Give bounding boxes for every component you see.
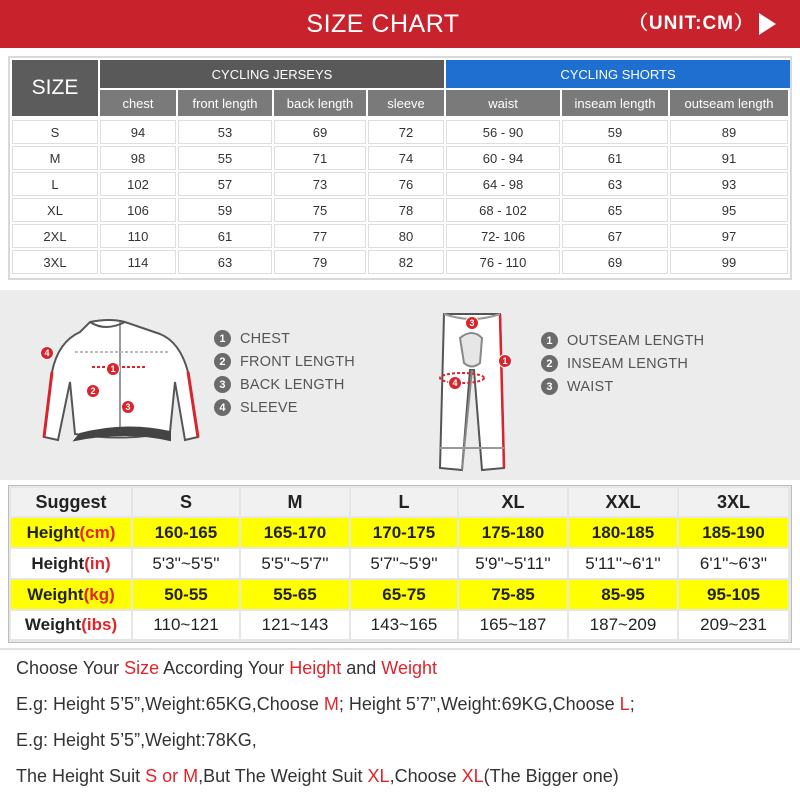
suggest-value-cell: 85-95 — [569, 580, 677, 609]
size-cell: 2XL — [12, 224, 98, 248]
legend-label: CHEST — [240, 330, 291, 347]
legend-number-icon: 2 — [541, 355, 558, 372]
row-label-text: Weight — [27, 584, 84, 604]
table-cell: 78 — [368, 198, 444, 222]
suggest-size-header: M — [241, 488, 349, 516]
suggest-value-cell: 165-170 — [241, 518, 349, 547]
table-cell: 74 — [368, 146, 444, 170]
cycling-pants-outline-icon — [432, 308, 512, 480]
table-cell: 99 — [670, 250, 788, 274]
table-cell: 80 — [368, 224, 444, 248]
text-segment: ,But The Weight Suit — [198, 766, 368, 786]
text-highlight: Size — [124, 658, 160, 678]
table-cell: 57 — [178, 172, 272, 196]
table-cell: 95 — [670, 198, 788, 222]
suggest-value-cell: 55-65 — [241, 580, 349, 609]
text-highlight: M — [323, 694, 339, 714]
table-cell: 60 - 94 — [446, 146, 560, 170]
marker-4-sleeve: 4 — [40, 346, 54, 360]
legend-item — [541, 355, 688, 372]
legend-label: WAIST — [567, 378, 614, 395]
table-cell: 72- 106 — [446, 224, 560, 248]
table-cell: 61 — [562, 146, 668, 170]
suggest-row-label — [11, 518, 131, 547]
table-cell: 69 — [274, 120, 366, 144]
table-cell: 59 — [178, 198, 272, 222]
table-cell: 68 - 102 — [446, 198, 560, 222]
table-cell: 89 — [670, 120, 788, 144]
suggest-value-cell: 5'7''~5'9'' — [351, 549, 457, 578]
table-cell: 82 — [368, 250, 444, 274]
row-label-unit: (ibs) — [81, 615, 118, 634]
suggest-value-cell: 121~143 — [241, 611, 349, 639]
suggest-value-cell: 180-185 — [569, 518, 677, 547]
text-highlight: L — [619, 694, 630, 714]
marker-4-pants-leg: 4 — [448, 376, 462, 390]
size-header: SIZE — [12, 60, 98, 116]
legend-item — [214, 330, 290, 347]
page-title: SIZE CHART — [306, 10, 460, 38]
guidance-line-3: E.g: Height 5’5”,Weight:78KG, — [16, 730, 257, 750]
column-header: waist — [446, 90, 560, 116]
table-cell: 73 — [274, 172, 366, 196]
jerseys-group-header: CYCLING JERSEYS — [100, 60, 444, 88]
size-cell: 3XL — [12, 250, 98, 274]
size-cell: L — [12, 172, 98, 196]
suggest-value-cell: 5'3''~5'5'' — [133, 549, 239, 578]
text-highlight: XL — [461, 766, 484, 786]
unit-label: （UNIT:CM） — [628, 13, 754, 34]
text-highlight: Weight — [381, 658, 437, 678]
play-triangle-icon — [759, 13, 776, 35]
table-cell: 106 — [100, 198, 176, 222]
text-segment: Choose Your — [16, 658, 125, 678]
size-chart-table — [8, 56, 792, 280]
table-cell: 63 — [178, 250, 272, 274]
suggest-value-cell: 143~165 — [351, 611, 457, 639]
table-cell: 65 — [562, 198, 668, 222]
suggest-value-cell: 185-190 — [679, 518, 788, 547]
table-cell: 94 — [100, 120, 176, 144]
suggest-value-cell: 5'5''~5'7'' — [241, 549, 349, 578]
suggest-size-header: XL — [459, 488, 567, 516]
column-header: chest — [100, 90, 176, 116]
suggest-size-header: S — [133, 488, 239, 516]
column-header: back length — [274, 90, 366, 116]
suggest-size-header: L — [351, 488, 457, 516]
legend-item — [541, 332, 704, 349]
text-segment: (The Bigger one) — [483, 766, 619, 786]
suggest-size-header: XXL — [569, 488, 677, 516]
header-bar — [0, 0, 800, 48]
row-label-unit: (in) — [84, 553, 111, 573]
size-cell: XL — [12, 198, 98, 222]
legend-label: FRONT LENGTH — [240, 353, 355, 370]
text-segment: ,Choose — [389, 766, 462, 786]
suggest-value-cell: 160-165 — [133, 518, 239, 547]
row-label-text: Height — [31, 553, 85, 573]
table-cell: 97 — [670, 224, 788, 248]
suggest-value-cell: 187~209 — [569, 611, 677, 639]
suggest-value-cell: 209~231 — [679, 611, 788, 639]
table-cell: 98 — [100, 146, 176, 170]
suggest-value-cell: 95-105 — [679, 580, 788, 609]
cycling-jersey-outline-icon — [30, 312, 205, 452]
marker-1-outseam: 1 — [498, 354, 512, 368]
guidance-line-1 — [16, 658, 437, 679]
text-segment: and — [341, 658, 382, 678]
suggest-value-cell: 5'11''~6'1'' — [569, 549, 677, 578]
table-cell: 102 — [100, 172, 176, 196]
text-segment: ; — [629, 694, 635, 714]
legend-item — [214, 353, 355, 370]
suggest-value-cell: 110~121 — [133, 611, 239, 639]
text-segment: According Your — [159, 658, 290, 678]
suggest-size-header: 3XL — [679, 488, 788, 516]
suggest-row-label — [11, 580, 131, 609]
table-cell: 114 — [100, 250, 176, 274]
table-cell: 55 — [178, 146, 272, 170]
table-cell: 77 — [274, 224, 366, 248]
marker-3-back-length: 3 — [121, 400, 135, 414]
table-cell: 71 — [274, 146, 366, 170]
table-cell: 110 — [100, 224, 176, 248]
column-header: outseam length — [670, 90, 788, 116]
legend-label: BACK LENGTH — [240, 376, 345, 393]
suggest-value-cell: 65-75 — [351, 580, 457, 609]
table-cell: 63 — [562, 172, 668, 196]
suggest-row-label — [11, 611, 131, 639]
table-cell: 53 — [178, 120, 272, 144]
table-cell: 59 — [562, 120, 668, 144]
legend-item — [214, 399, 298, 416]
table-cell: 91 — [670, 146, 788, 170]
marker-1-chest: 1 — [106, 362, 120, 376]
suggest-value-cell: 175-180 — [459, 518, 567, 547]
text-segment: E.g: Height 5’5”,Weight:65KG,Choose — [16, 694, 324, 714]
suggest-value-cell: 170-175 — [351, 518, 457, 547]
text-highlight: XL — [367, 766, 390, 786]
legend-label: OUTSEAM LENGTH — [567, 332, 705, 349]
suggest-value-cell: 50-55 — [133, 580, 239, 609]
table-cell: 72 — [368, 120, 444, 144]
marker-3-waist: 3 — [465, 316, 479, 330]
table-cell: 79 — [274, 250, 366, 274]
row-label-unit: (kg) — [83, 584, 115, 604]
legend-item — [541, 378, 613, 395]
measurement-illustration-panel — [0, 290, 800, 480]
guidance-line-2 — [16, 694, 635, 715]
suggest-value-cell: 5'9''~5'11'' — [459, 549, 567, 578]
table-cell: 76 - 110 — [446, 250, 560, 274]
text-segment: The Height Suit — [16, 766, 146, 786]
legend-number-icon: 1 — [541, 332, 558, 349]
shorts-group-header: CYCLING SHORTS — [446, 60, 790, 88]
table-cell: 76 — [368, 172, 444, 196]
text-segment: ; Height 5’7”,Weight:69KG,Choose — [338, 694, 620, 714]
table-cell: 75 — [274, 198, 366, 222]
table-cell: 69 — [562, 250, 668, 274]
column-header: front length — [178, 90, 272, 116]
legend-number-icon: 3 — [214, 376, 231, 393]
table-cell: 67 — [562, 224, 668, 248]
legend-label: INSEAM LENGTH — [567, 355, 689, 372]
legend-number-icon: 4 — [214, 399, 231, 416]
size-suggestion-table — [8, 485, 792, 643]
legend-label: SLEEVE — [240, 399, 298, 416]
table-cell: 61 — [178, 224, 272, 248]
legend-number-icon: 2 — [214, 353, 231, 370]
suggest-corner-header: Suggest — [11, 488, 131, 516]
suggest-value-cell: 75-85 — [459, 580, 567, 609]
legend-item — [214, 376, 345, 393]
size-cell: M — [12, 146, 98, 170]
size-guidance-text — [0, 648, 800, 800]
column-header: inseam length — [562, 90, 668, 116]
table-cell: 64 - 98 — [446, 172, 560, 196]
text-highlight: S or M — [145, 766, 199, 786]
suggest-row-label — [11, 549, 131, 578]
legend-number-icon: 3 — [541, 378, 558, 395]
text-highlight: Height — [289, 658, 342, 678]
legend-number-icon: 1 — [214, 330, 231, 347]
column-header: sleeve — [368, 90, 444, 116]
table-cell: 93 — [670, 172, 788, 196]
suggest-value-cell: 6'1''~6'3'' — [679, 549, 788, 578]
suggest-value-cell: 165~187 — [459, 611, 567, 639]
size-cell: S — [12, 120, 98, 144]
table-cell: 56 - 90 — [446, 120, 560, 144]
row-label-text: Height — [26, 522, 80, 542]
guidance-line-4 — [16, 766, 619, 787]
row-label-unit: (cm) — [79, 522, 116, 542]
marker-2-front-length: 2 — [86, 384, 100, 398]
row-label-text: Weight — [24, 615, 82, 634]
